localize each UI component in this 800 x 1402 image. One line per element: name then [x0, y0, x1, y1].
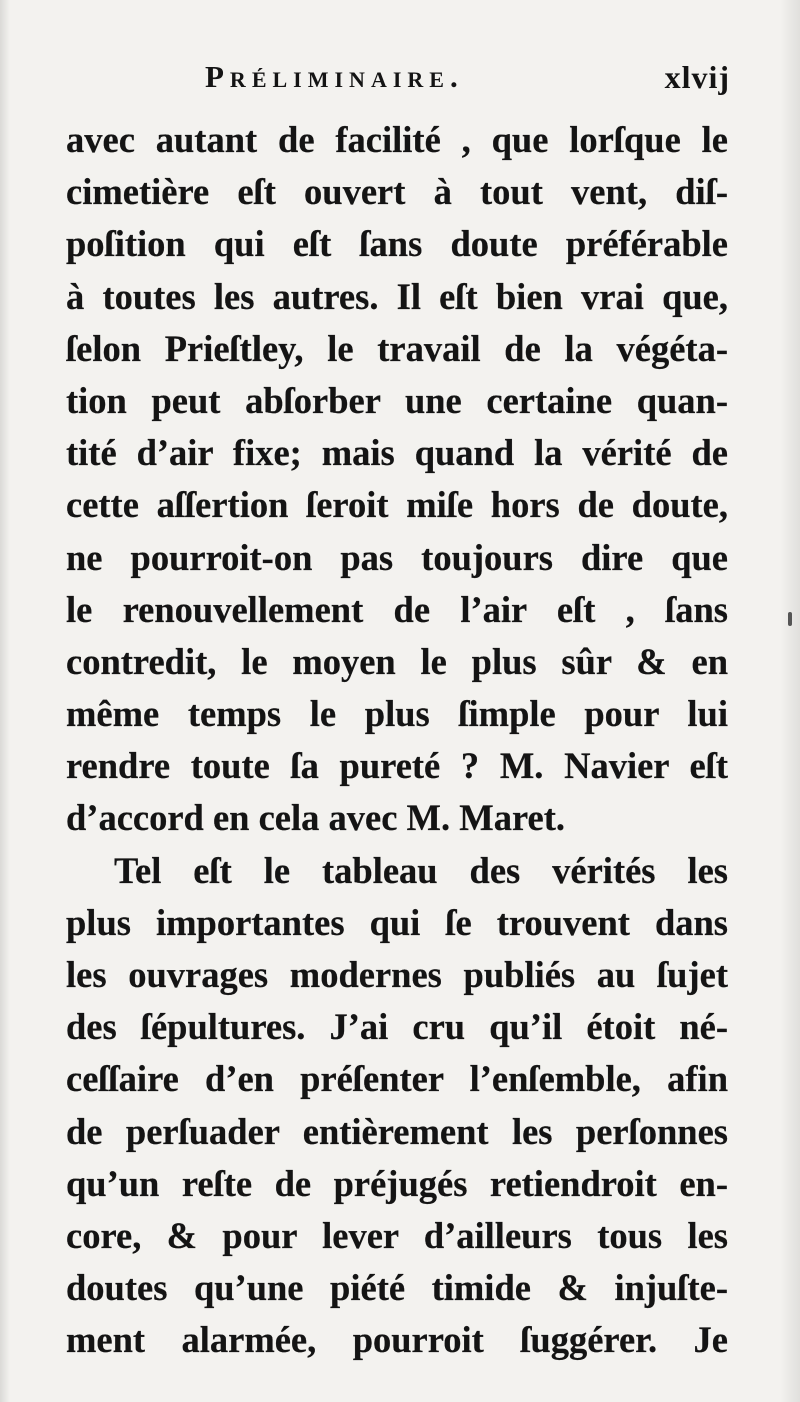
text-line: de perſuader entièrement les perſonnes: [66, 1110, 728, 1152]
text-line: doutes qu’une piété timide & injuſte-: [66, 1267, 728, 1309]
text-line: tion peut abſorber une certaine quan-: [66, 379, 728, 421]
text-line: tité d’air fixe; mais quand la vérité de: [66, 432, 728, 474]
text-line: qu’un reſte de préjugés retiendroit en-: [66, 1162, 728, 1204]
text-line: rendre toute ſa pureté ? M. Navier eſt: [66, 745, 728, 787]
text-line: core, & pour lever d’ailleurs tous les: [66, 1214, 728, 1256]
text-line: contredit, le moyen le plus sûr & en: [66, 640, 728, 682]
text-line: plus importantes qui ſe trouvent dans: [66, 901, 728, 943]
text-line: poſition qui eſt ſans doute préférable: [66, 223, 728, 265]
running-head: [205, 52, 730, 102]
text-line: les ouvrages modernes publiés au ſujet: [66, 954, 728, 995]
text-line: à toutes les autres. Il eſt bien vrai que,: [66, 275, 728, 317]
text-line: ſelon Prieſtley, le travail de la végéta-: [66, 327, 728, 369]
paragraph-first-line: Tel eſt le tableau des vérités les: [114, 849, 728, 891]
text-line: avec autant de facilité , que lorſque le: [66, 119, 728, 160]
text-line: ceſſaire d’en préſenter l’enſemble, afin: [66, 1058, 728, 1100]
page-number: xlvij: [664, 59, 730, 95]
text-line: ne pourroit-on pas toujours dire que: [66, 536, 728, 578]
text-line: cimetière eſt ouvert à tout vent, diſ-: [66, 171, 728, 213]
text-line: même temps le plus ſimple pour lui: [66, 693, 728, 735]
running-head-title: Préliminaire.: [205, 59, 464, 94]
paragraph-last-line: d’accord en cela avec M. Maret.: [66, 797, 565, 839]
body-text: [66, 114, 728, 1367]
text-line: le renouvellement de l’air eſt , ſans: [66, 588, 728, 630]
text-line: des ſépultures. J’ai cru qu’il étoit né-: [66, 1006, 728, 1048]
margin-ink-mark: [788, 612, 792, 626]
text-line: cette aſſertion ſeroit miſe hors de doute,: [66, 484, 728, 526]
text-line: ment alarmée, pourroit ſuggérer. Je: [66, 1319, 728, 1361]
